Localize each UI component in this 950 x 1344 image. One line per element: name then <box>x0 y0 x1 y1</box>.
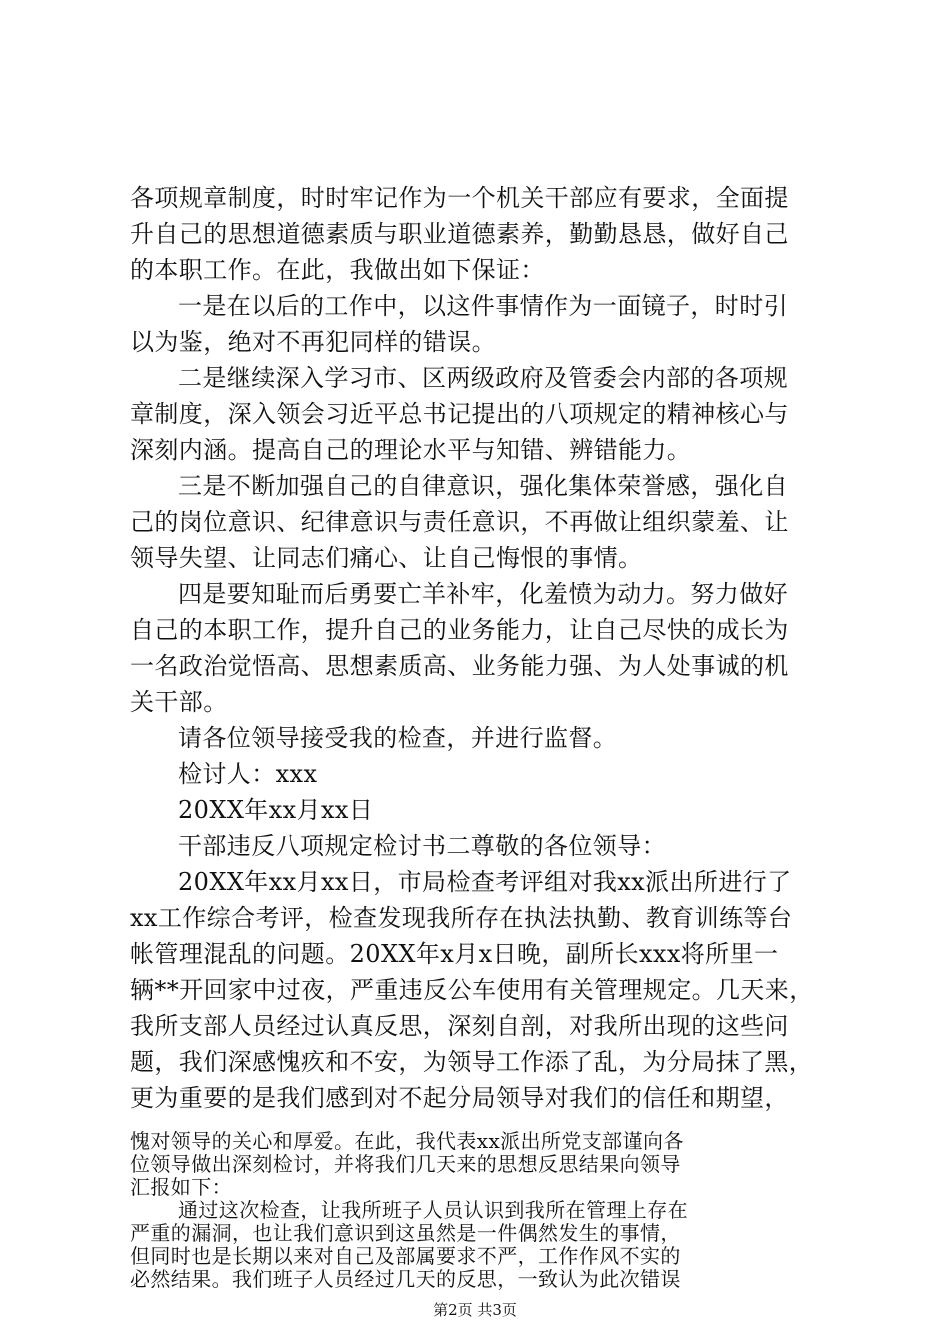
date-line: 20XX年xx月xx日 <box>178 796 374 824</box>
text-line: 领导失望、让同志们痛心、让自己悔恨的事情。 <box>130 544 643 572</box>
text-line: 四是要知耻而后勇要亡羊补牢，化羞愤为动力。努力做好 <box>178 580 788 608</box>
text-line: 己的岗位意识、纪律意识与责任意识，不再做让组织蒙羞、让 <box>130 508 789 536</box>
text-line: 汇报如下： <box>130 1175 232 1199</box>
text-line: 愧对领导的关心和厚爱。在此，我代表xx派出所党支部谨向各 <box>130 1129 684 1153</box>
text-line: xx工作综合考评，检查发现我所存在执法执勤、教育训练等台 <box>130 904 793 932</box>
text-line: 以为鉴，绝对不再犯同样的错误。 <box>130 328 496 356</box>
page-footer: 第2页 共3页 <box>433 1301 517 1319</box>
section-heading: 干部违反八项规定检讨书二尊敬的各位领导： <box>178 832 666 860</box>
text-line: 严重的漏洞，也让我们意识到这虽然是一件偶然发生的事情， <box>130 1221 681 1245</box>
signature-line: 检讨人：xxx <box>178 760 318 788</box>
text-line: 20XX年xx月xx日，市局检查考评组对我xx派出所进行了 <box>178 868 792 896</box>
text-line: 题，我们深感愧疚和不安，为领导工作添了乱，为分局抹了黑， <box>130 1048 814 1076</box>
text-line: 升自己的思想道德素质与职业道德素养，勤勤恳恳，做好自己 <box>130 220 789 248</box>
text-line: 的本职工作。在此，我做出如下保证： <box>130 256 545 284</box>
text-line: 通过这次检查，让我所班子人员认识到我所在管理上存在 <box>178 1198 688 1222</box>
text-line: 自己的本职工作，提升自己的业务能力，让自己尽快的成长为 <box>130 616 789 644</box>
text-line: 必然结果。我们班子人员经过几天的反思，一致认为此次错误 <box>130 1267 681 1291</box>
text-line: 辆**开回家中过夜，严重违反公车使用有关管理规定。几天来， <box>130 976 814 1004</box>
text-line: 各项规章制度，时时牢记作为一个机关干部应有要求，全面提 <box>130 184 789 212</box>
text-line: 位领导做出深刻检讨，并将我们几天来的思想反思结果向领导 <box>130 1152 681 1176</box>
text-line: 二是继续深入学习市、区两级政府及管委会内部的各项规 <box>178 364 788 392</box>
text-line: 但同时也是长期以来对自己及部属要求不严，工作作风不实的 <box>130 1244 681 1268</box>
text-line: 深刻内涵。提高自己的理论水平与知错、辨错能力。 <box>130 436 692 464</box>
text-line: 帐管理混乱的问题。20XX年x月x日晚，副所长xxx将所里一 <box>130 940 779 968</box>
text-line: 关干部。 <box>130 688 228 716</box>
text-line: 我所支部人员经过认真反思，深刻自剖，对我所出现的这些问 <box>130 1012 789 1040</box>
text-line: 请各位领导接受我的检查，并进行监督。 <box>178 724 618 752</box>
text-line: 更为重要的是我们感到对不起分局领导对我们的信任和期望， <box>130 1084 789 1112</box>
text-line: 一名政治觉悟高、思想素质高、业务能力强、为人处事诚的机 <box>130 652 789 680</box>
text-line: 一是在以后的工作中，以这件事情作为一面镜子，时时引 <box>178 292 788 320</box>
text-line: 章制度，深入领会习近平总书记提出的八项规定的精神核心与 <box>130 400 789 428</box>
text-line: 三是不断加强自己的自律意识，强化集体荣誉感，强化自 <box>178 472 788 500</box>
